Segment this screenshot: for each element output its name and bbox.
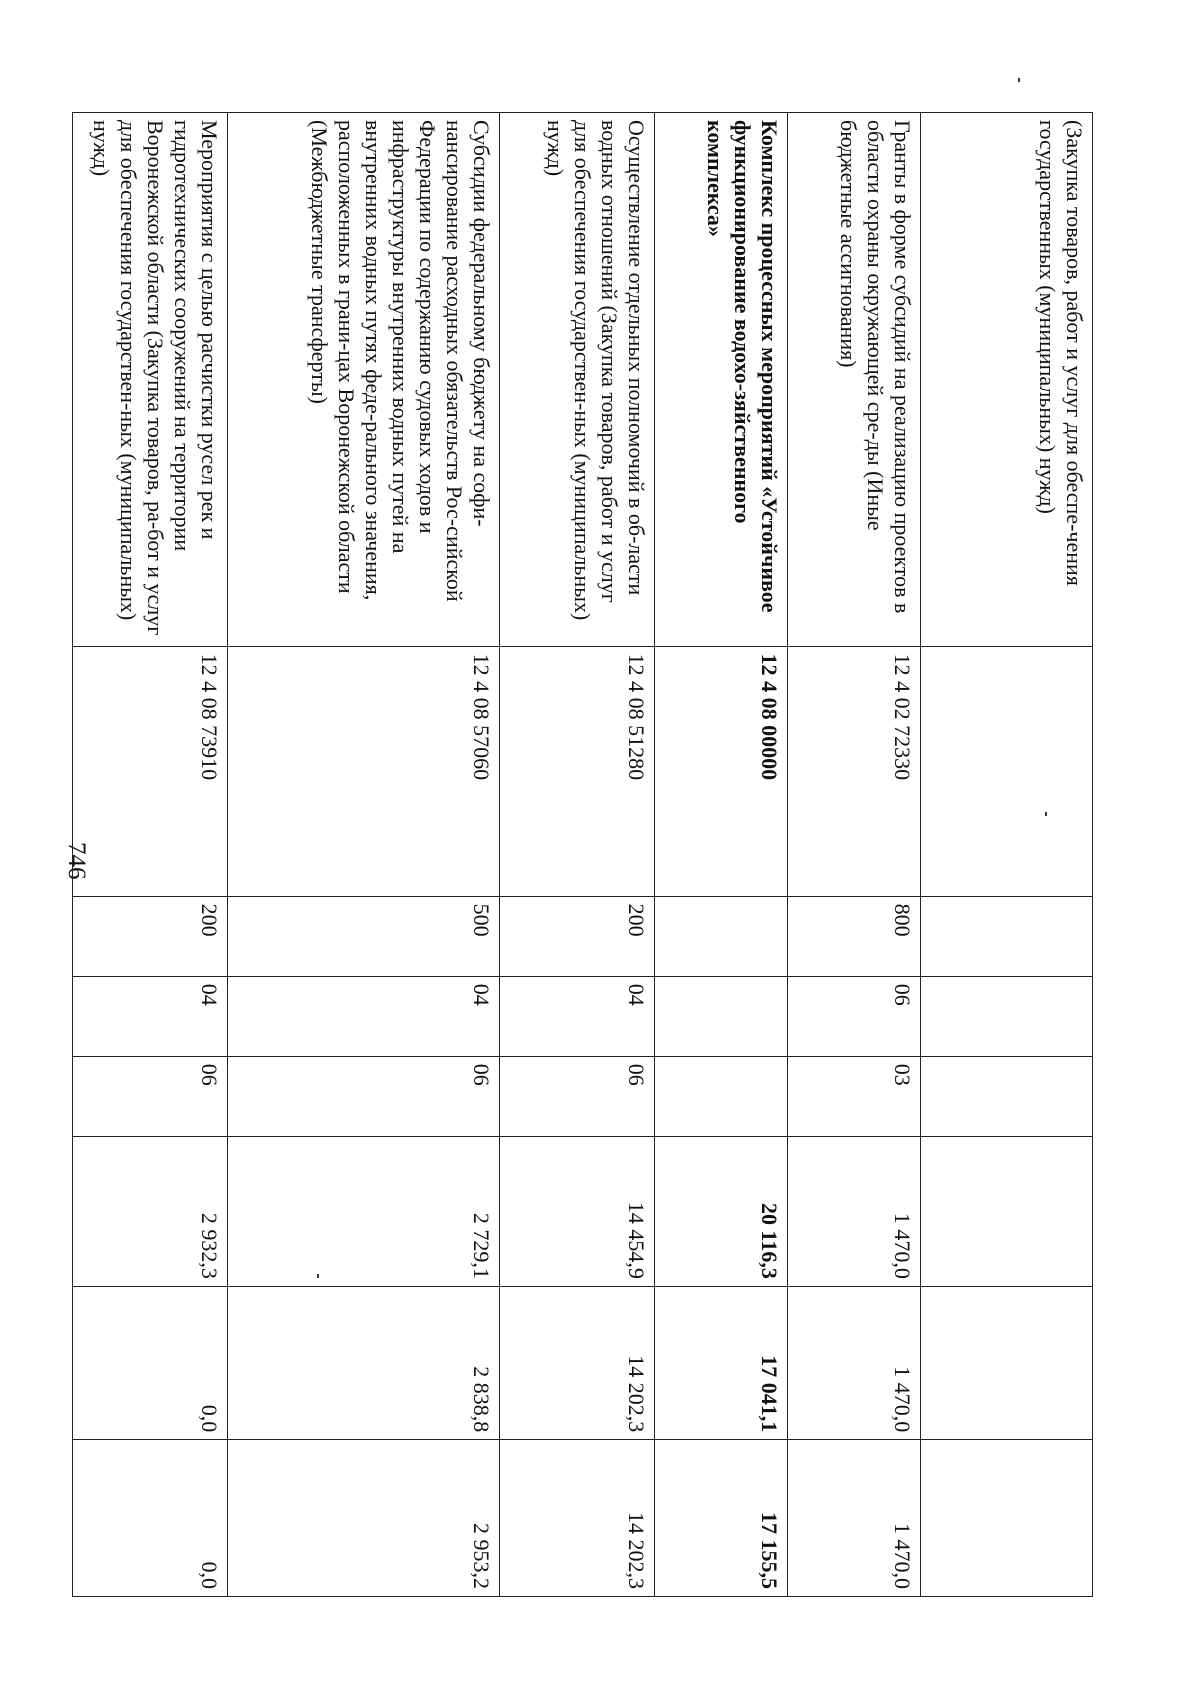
table-row <box>921 113 1093 1597</box>
table-row <box>788 113 921 1597</box>
row-value-year3: 1 470,0 <box>788 1440 921 1597</box>
page-number: 746 <box>63 842 90 880</box>
row-section: 04 <box>500 976 655 1056</box>
row-subsection: 06 <box>500 1056 655 1136</box>
row-description: Гранты в форме субсидий на реализацию проектов в области охраны окружающей сре-ды (Иные бюджетные ассигнования) <box>788 113 921 647</box>
row-expense-type: 800 <box>788 896 921 976</box>
row-value-year3 <box>921 1440 1093 1597</box>
row-code: 12 4 08 00000 <box>655 646 788 896</box>
row-section <box>655 976 788 1056</box>
row-value-year3: 14 202,3 <box>500 1440 655 1597</box>
row-description: (Закупка товаров, работ и услуг для обеспе-чения государственных (муниципальных) нужд) <box>921 113 1093 647</box>
row-code <box>921 646 1093 896</box>
scan-speck <box>1018 78 1020 82</box>
row-subsection: 03 <box>788 1056 921 1136</box>
row-value-year2: 17 041,1 <box>655 1286 788 1439</box>
table-row <box>73 113 228 1597</box>
row-description: Мероприятия с целью расчистки русел рек и гидротехнических сооружений на территории Воронежской области (Закупка товаров, ра-бот и услуг для обеспечения государствен-ных (муниципальных) нужд) <box>73 113 228 647</box>
row-value-year2: 1 470,0 <box>788 1286 921 1439</box>
row-section: 06 <box>788 976 921 1056</box>
row-expense-type: 200 <box>73 896 228 976</box>
row-expense-type: 200 <box>500 896 655 976</box>
row-value-year2: 14 202,3 <box>500 1286 655 1439</box>
row-value-year1: 2 729,1 <box>228 1136 500 1286</box>
row-value-year2: 0,0 <box>73 1286 228 1439</box>
row-expense-type: 500 <box>228 896 500 976</box>
row-code: 12 4 08 51280 <box>500 646 655 896</box>
row-section: 04 <box>73 976 228 1056</box>
budget-table-rotated <box>89 112 1093 1597</box>
row-value-year1: 2 932,3 <box>73 1136 228 1286</box>
budget-table <box>72 112 1093 1597</box>
row-subsection: 06 <box>228 1056 500 1136</box>
row-value-year3: 0,0 <box>73 1440 228 1597</box>
row-section <box>921 976 1093 1056</box>
row-description: Субсидии федеральному бюджету на софи-нансирование расходных обязательств Рос-сийской Федерации по содержанию судовых ходов и инфраструктуры внутренних водных путей на внутренних водных путях феде-рального значения, расположенных в грани-цах Воронежской области (Межбюджетные трансферты) <box>228 113 500 647</box>
scan-speck <box>317 1274 319 1278</box>
row-expense-type <box>921 896 1093 976</box>
row-value-year2: 2 838,8 <box>228 1286 500 1439</box>
row-subsection <box>921 1056 1093 1136</box>
row-code: 12 4 08 73910 <box>73 646 228 896</box>
row-description: Комплекс процессных мероприятий «Устойчивое функционирование водохо-зяйственного комплекса» <box>655 113 788 647</box>
row-section: 04 <box>228 976 500 1056</box>
table-row <box>228 113 500 1597</box>
row-subsection <box>655 1056 788 1136</box>
row-value-year3: 17 155,5 <box>655 1440 788 1597</box>
table-row <box>500 113 655 1597</box>
row-value-year2 <box>921 1286 1093 1439</box>
row-value-year1: 14 454,9 <box>500 1136 655 1286</box>
row-value-year1: 20 116,3 <box>655 1136 788 1286</box>
table-row <box>655 113 788 1597</box>
row-value-year1: 1 470,0 <box>788 1136 921 1286</box>
table-body <box>73 113 1093 1597</box>
row-code: 12 4 02 72330 <box>788 646 921 896</box>
row-description: Осуществление отдельных полномочий в об-ласти водных отношений (Закупка товаров, работ и услуг для обеспечения государствен-ных (муниципальных) нужд) <box>500 113 655 647</box>
row-code: 12 4 08 57060 <box>228 646 500 896</box>
row-subsection: 06 <box>73 1056 228 1136</box>
scan-speck <box>1045 812 1047 816</box>
row-value-year1 <box>921 1136 1093 1286</box>
row-expense-type <box>655 896 788 976</box>
row-value-year3: 2 953,2 <box>228 1440 500 1597</box>
